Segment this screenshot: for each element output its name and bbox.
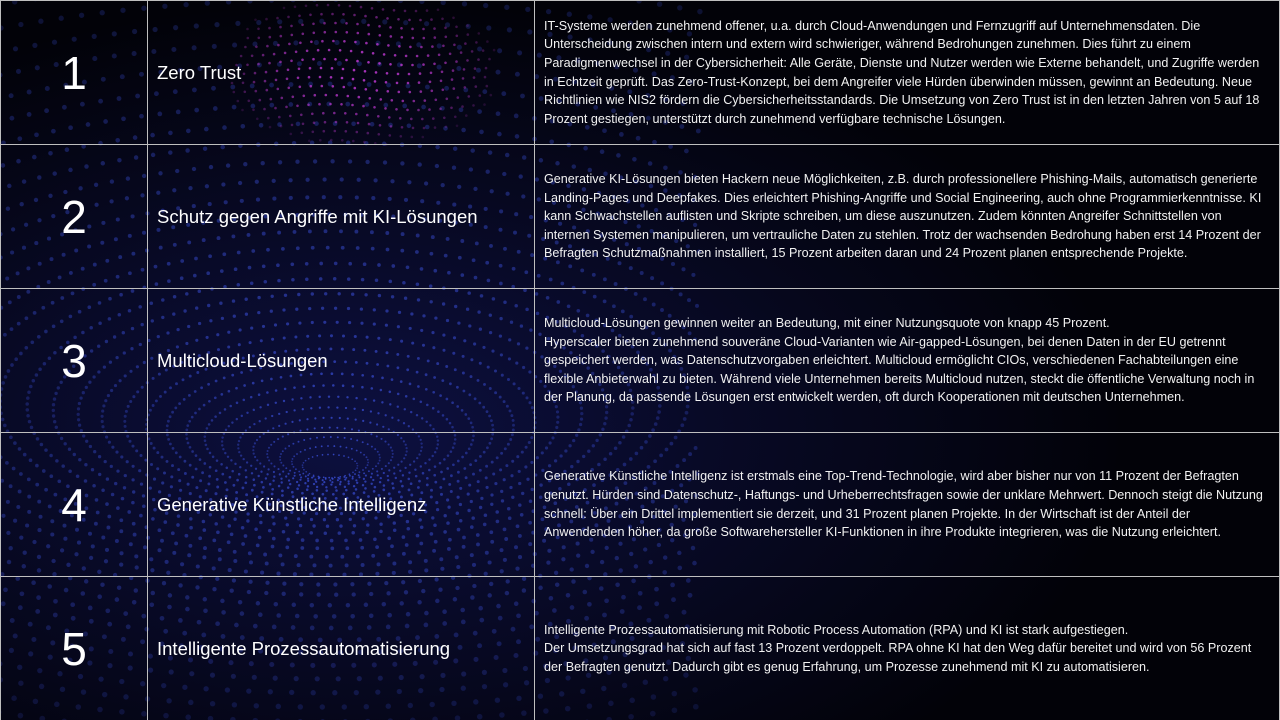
trend-description xyxy=(535,577,1280,720)
trend-description-paragraph: IT-Systeme werden zunehmend offener, u.a. durch Cloud-Anwendungen und Fernzugriff auf Unternehmensdaten. Die Unterscheidung zwischen intern und extern wird schwieriger, während Bedrohungen zunehmen. Dies führt zu einem Paradigmenwechsel in der Cybersicherheit: Alle Geräte, Dienste und Nutzer werden wie Externe behandelt, und Zugriffe werden in Echtzeit geprüft. Das Zero-Trust-Konzept, bei dem Angreifer viele Hürden überwinden müssen, gewinnt an Bedeutung. Neue Richtlinien wie NIS2 fördern die Cybersicherheitsstandards. Die Umsetzung von Zero Trust ist in den letzten Jahren von 5 auf 18 Prozent gestiegen, unterstützt durch zunehmend verfügbare technische Lösungen. xyxy=(544,18,1260,126)
trend-description xyxy=(535,145,1280,289)
trend-number: 1 xyxy=(1,1,148,145)
trend-description-paragraph: Generative KI-Lösungen bieten Hackern neue Möglichkeiten, z.B. durch professionellere Phishing-Mails, automatisch generierte Landing-Pages und Deepfakes. Dies erleichtert Phishing-Angriffe und Social Engineering, auch ohne Programmierkenntnisse. KI kann Schwachstellen auflisten und Skripte schreiben, um diese auszunutzen. Zudem könnten Angreifer Schnittstellen von internen Systemen manipulieren, um vertrauliche Daten zu stehlen. Trotz der wachsenden Bedrohung haben erst 14 Prozent der Befragten Schutzmaßnahmen installiert, 15 Prozent arbeiten daran und 24 Prozent planen entsprechende Projekte. xyxy=(544,172,1262,261)
trend-description-paragraph: Intelligente Prozessautomatisierung mit Robotic Process Automation (RPA) und KI ist stark aufgestiegen. xyxy=(544,622,1129,637)
trend-title: Multicloud-Lösungen xyxy=(148,289,535,433)
trend-row xyxy=(1,433,1280,577)
trend-row xyxy=(1,577,1280,720)
trend-title: Zero Trust xyxy=(148,1,535,145)
trend-description-paragraph: Generative Künstliche Intelligenz ist erstmals eine Top-Trend-Technologie, wird aber bisher nur von 11 Prozent der Befragten genutzt. Hürden sind Datenschutz-, Haftungs- und Urheberrechtsfragen sowie der unklare Mehrwert. Dennoch steigt die Nutzung schnell: Über ein Drittel implementiert sie derzeit, und 31 Prozent planen Projekte. In der Wirtschaft ist der Anteil der Anwendenden höher, da große Softwarehersteller KI-Funktionen in ihre Produkte integrieren, was die Nutzung erleichtert. xyxy=(544,469,1263,540)
trend-description-paragraph: Der Umsetzungsgrad hat sich auf fast 13 Prozent verdoppelt. RPA ohne KI hat den Weg dafür bereitet und wird von 56 Prozent der Befragten genutzt. Dadurch gibt es genug Erfahrung, um Prozesse zunehmend mit KI zu automatisieren. xyxy=(544,641,1252,674)
trend-number: 2 xyxy=(1,145,148,289)
trend-title: Schutz gegen Angriffe mit KI-Lösungen xyxy=(148,145,535,289)
trend-title: Generative Künstliche Intelligenz xyxy=(148,433,535,577)
trend-description-paragraph: Hyperscaler bieten zunehmend souveräne Cloud-Varianten wie Air-gapped-Lösungen, bei denen Daten in der EU getrennt gespeichert werden, was Datenschutzvorgaben erleichtert. Multicloud ermöglicht CIOs, verschiedenen Fachabteilungen eine flexible Anbieterwahl zu bieten. Während viele Unternehmen bereits Multicloud nutzen, steckt die öffentliche Verwaltung noch in der Planung, da passende Lösungen erst entwickelt werden, oft durch Kooperationen mit deutschen Unternehmen. xyxy=(544,334,1255,405)
trend-description-paragraph: Multicloud-Lösungen gewinnen weiter an Bedeutung, mit einer Nutzungsquote von knapp 45 Prozent. xyxy=(544,316,1110,331)
trend-number: 4 xyxy=(1,433,148,577)
trend-row xyxy=(1,289,1280,433)
trend-row xyxy=(1,145,1280,289)
trend-title: Intelligente Prozessautomatisierung xyxy=(148,577,535,720)
trend-row xyxy=(1,1,1280,145)
trend-description xyxy=(535,1,1280,145)
trend-number: 3 xyxy=(1,289,148,433)
trend-description xyxy=(535,433,1280,577)
trend-description xyxy=(535,289,1280,433)
trend-number: 5 xyxy=(1,577,148,720)
